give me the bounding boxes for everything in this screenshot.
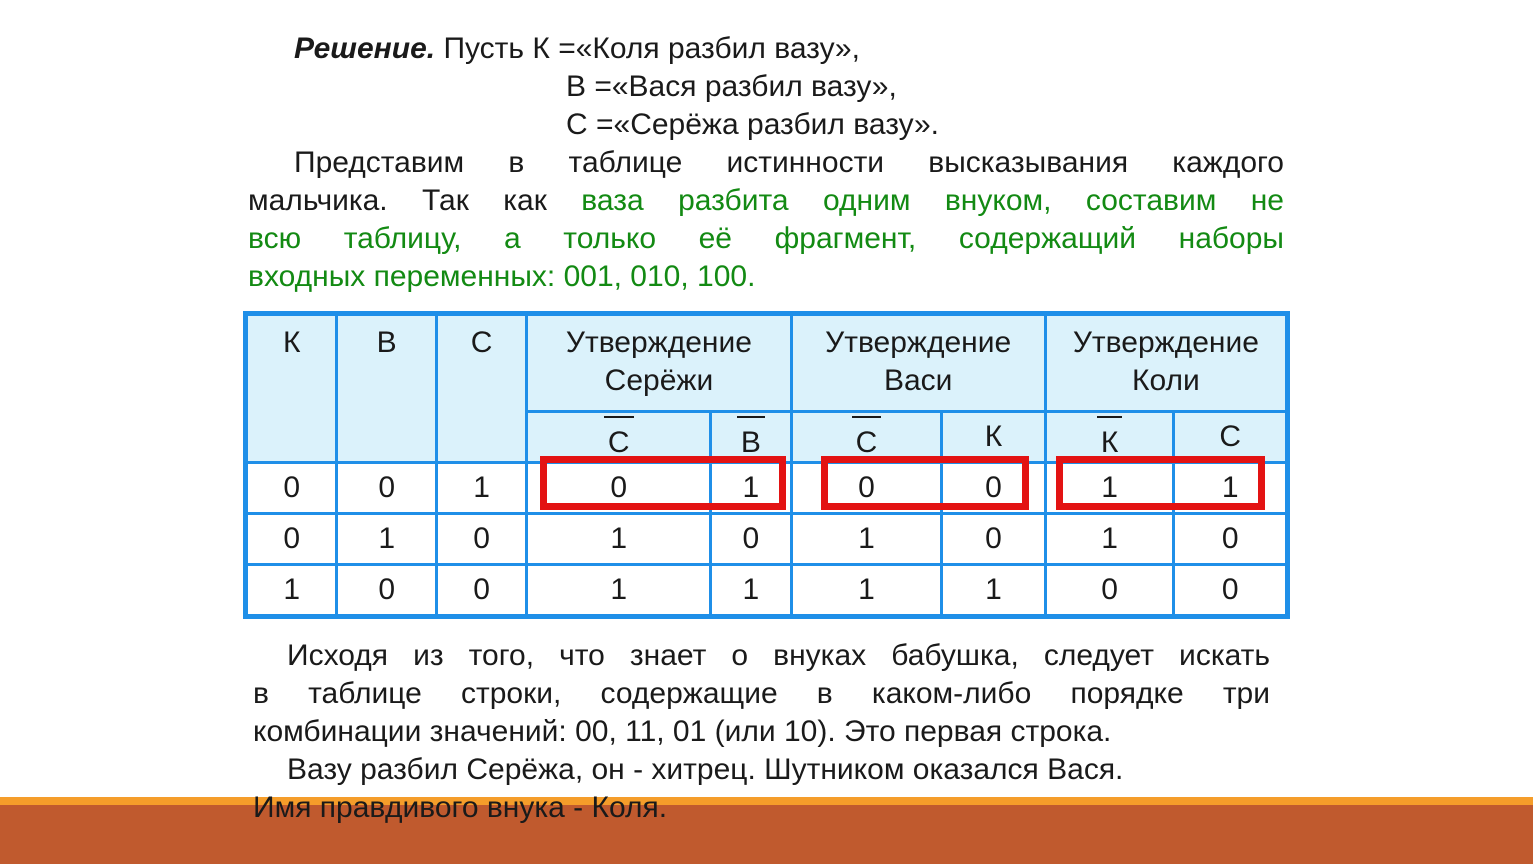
intro-line-1 — [294, 30, 860, 68]
header-kolya-line2: Коли — [1132, 364, 1200, 397]
table-cell: 0 — [1174, 514, 1288, 565]
table-cell: 0 — [246, 514, 337, 565]
table-cell: 1 — [711, 463, 791, 514]
header-seryozha-line2: Серёжи — [604, 364, 714, 397]
header-seryozha-statement — [527, 314, 791, 412]
table-cell: 0 — [246, 463, 337, 514]
table-row — [246, 565, 1288, 617]
table-cell: 1 — [942, 565, 1046, 617]
table-cell: 1 — [436, 463, 526, 514]
intro-line-3: С =«Серёжа разбил вазу». — [566, 108, 939, 141]
table-cell: 0 — [436, 565, 526, 617]
header-vasya-line1: Утверждение — [825, 326, 1012, 359]
table-cell: 0 — [942, 463, 1046, 514]
table-cell: 0 — [337, 463, 436, 514]
table-cell: 0 — [1174, 565, 1288, 617]
para2-line-4: Вазу разбил Серёжа, он - хитрец. Шутником оказался Вася. — [287, 753, 1124, 786]
footer-stripe — [0, 797, 1533, 805]
k-label: К — [984, 420, 1003, 453]
subheader-not-k-kolya — [1045, 412, 1174, 463]
table-cell: 0 — [1045, 565, 1174, 617]
intro-line-2: В =«Вася разбил вазу», — [566, 70, 897, 103]
subheader-k-vasya — [942, 412, 1046, 463]
table-cell: 1 — [337, 514, 436, 565]
highlight-box-vasya — [821, 456, 1029, 510]
para2-line-5: Имя правдивого внука - Коля. — [253, 791, 668, 824]
para1-line-2-black: мальчика. Так как — [248, 184, 582, 217]
table-cell: 1 — [246, 565, 337, 617]
table-cell: 1 — [1045, 514, 1174, 565]
para2-line-1-text: Исходя из того, что знает о внуках бабушка, следует искать — [287, 639, 1270, 672]
table-cell: 0 — [791, 463, 942, 514]
para1-line-2 — [248, 182, 1284, 220]
header-seryozha-line1: Утверждение — [565, 326, 752, 359]
para2-line-2 — [253, 675, 1270, 713]
header-c: С — [436, 314, 526, 463]
c-label: С — [1219, 420, 1242, 453]
table-row — [246, 514, 1288, 565]
subheader-not-c-seryozha — [527, 412, 711, 463]
subheader-not-c-vasya — [791, 412, 942, 463]
subheader-c-kolya — [1174, 412, 1288, 463]
not-c-label: С — [608, 420, 630, 462]
header-kolya-line1: Утверждение — [1072, 326, 1259, 359]
table-cell: 0 — [711, 514, 791, 565]
header-kolya-statement — [1045, 314, 1287, 412]
table-cell: 1 — [711, 565, 791, 617]
footer-band — [0, 805, 1533, 864]
not-b-label: В — [741, 420, 761, 462]
table-cell: 0 — [942, 514, 1046, 565]
table-cell: 0 — [527, 463, 711, 514]
table-cell: 1 — [1174, 463, 1288, 514]
table-cell: 0 — [436, 514, 526, 565]
para1-line-4: входных переменных: 001, 010, 100. — [248, 260, 756, 293]
table-cell: 1 — [791, 514, 942, 565]
highlight-box-seryozha — [540, 456, 786, 510]
table-cell: 1 — [791, 565, 942, 617]
not-c-label: С — [856, 420, 878, 462]
not-k-label: К — [1101, 420, 1118, 462]
para1-line-1-text: Представим в таблице истинности высказывания каждого — [294, 146, 1284, 179]
table-cell: 1 — [527, 514, 711, 565]
intro-k-definition: Пусть К =«Коля разбил вазу», — [435, 32, 860, 65]
highlight-box-kolya — [1056, 456, 1265, 510]
para2-line-2-text: в таблице строки, содержащие в каком-либо порядке три — [253, 677, 1270, 710]
para1-line-2-green: ваза разбита одним внуком, составим не — [581, 184, 1284, 217]
para2-line-3: комбинации значений: 00, 11, 01 (или 10). Это первая строка. — [253, 715, 1112, 748]
subheader-not-b-seryozha — [711, 412, 791, 463]
para2-line-1 — [287, 637, 1270, 675]
para1-line-3-text: всю таблицу, а только её фрагмент, содержащий наборы — [248, 222, 1284, 255]
table-cell: 1 — [1045, 463, 1174, 514]
para1-line-1 — [294, 144, 1284, 182]
solution-label: Решение. — [294, 32, 436, 65]
table-cell: 0 — [337, 565, 436, 617]
table-cell: 1 — [527, 565, 711, 617]
header-vasya-line2: Васи — [883, 364, 953, 397]
para1-line-3 — [248, 220, 1284, 258]
header-vasya-statement — [791, 314, 1045, 412]
header-k: К — [246, 314, 337, 463]
header-b: В — [337, 314, 436, 463]
